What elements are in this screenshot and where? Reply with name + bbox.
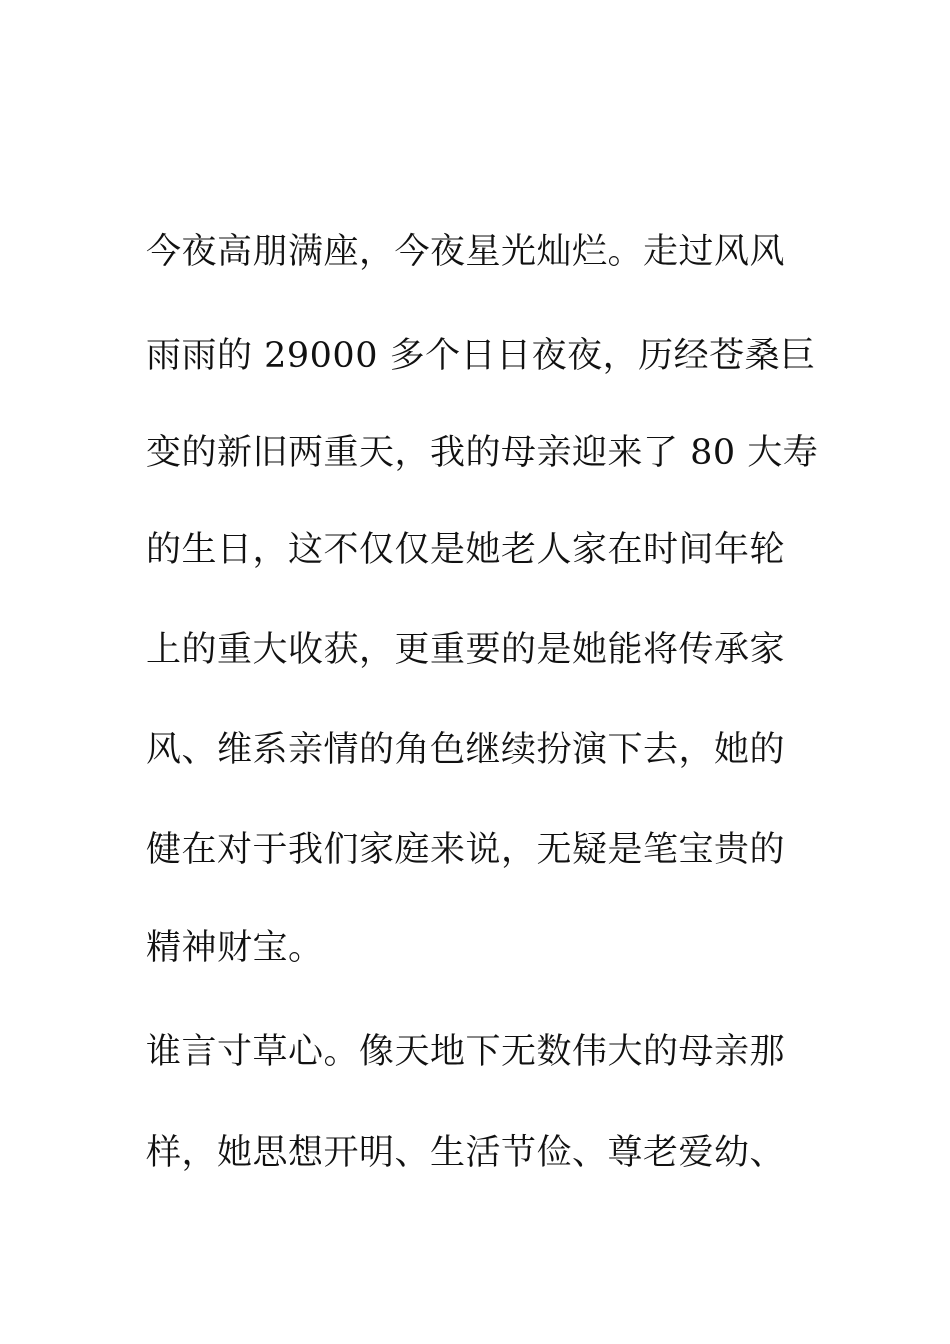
text-line: 健在对于我们家庭来说，无疑是笔宝贵的 xyxy=(146,830,786,870)
text-line: 风、维系亲情的角色继续扮演下去，她的 xyxy=(146,730,786,770)
text-line: 的生日，这不仅仅是她老人家在时间年轮 xyxy=(146,530,786,570)
text-line: 谁言寸草心。像天地下无数伟大的母亲那 xyxy=(146,1032,786,1072)
text-line: 今夜高朋满座，今夜星光灿烂。走过风风 xyxy=(146,232,786,272)
text-line: 变的新旧两重天，我的母亲迎来了 80 大寿 xyxy=(146,433,819,473)
text-line: 样，她思想开明、生活节俭、尊老爱幼、 xyxy=(146,1133,786,1173)
text-line: 精神财宝。 xyxy=(146,928,324,968)
text-line: 雨雨的 29000 多个日日夜夜，历经苍桑巨 xyxy=(146,336,816,376)
text-line: 上的重大收获，更重要的是她能将传承家 xyxy=(146,630,786,670)
